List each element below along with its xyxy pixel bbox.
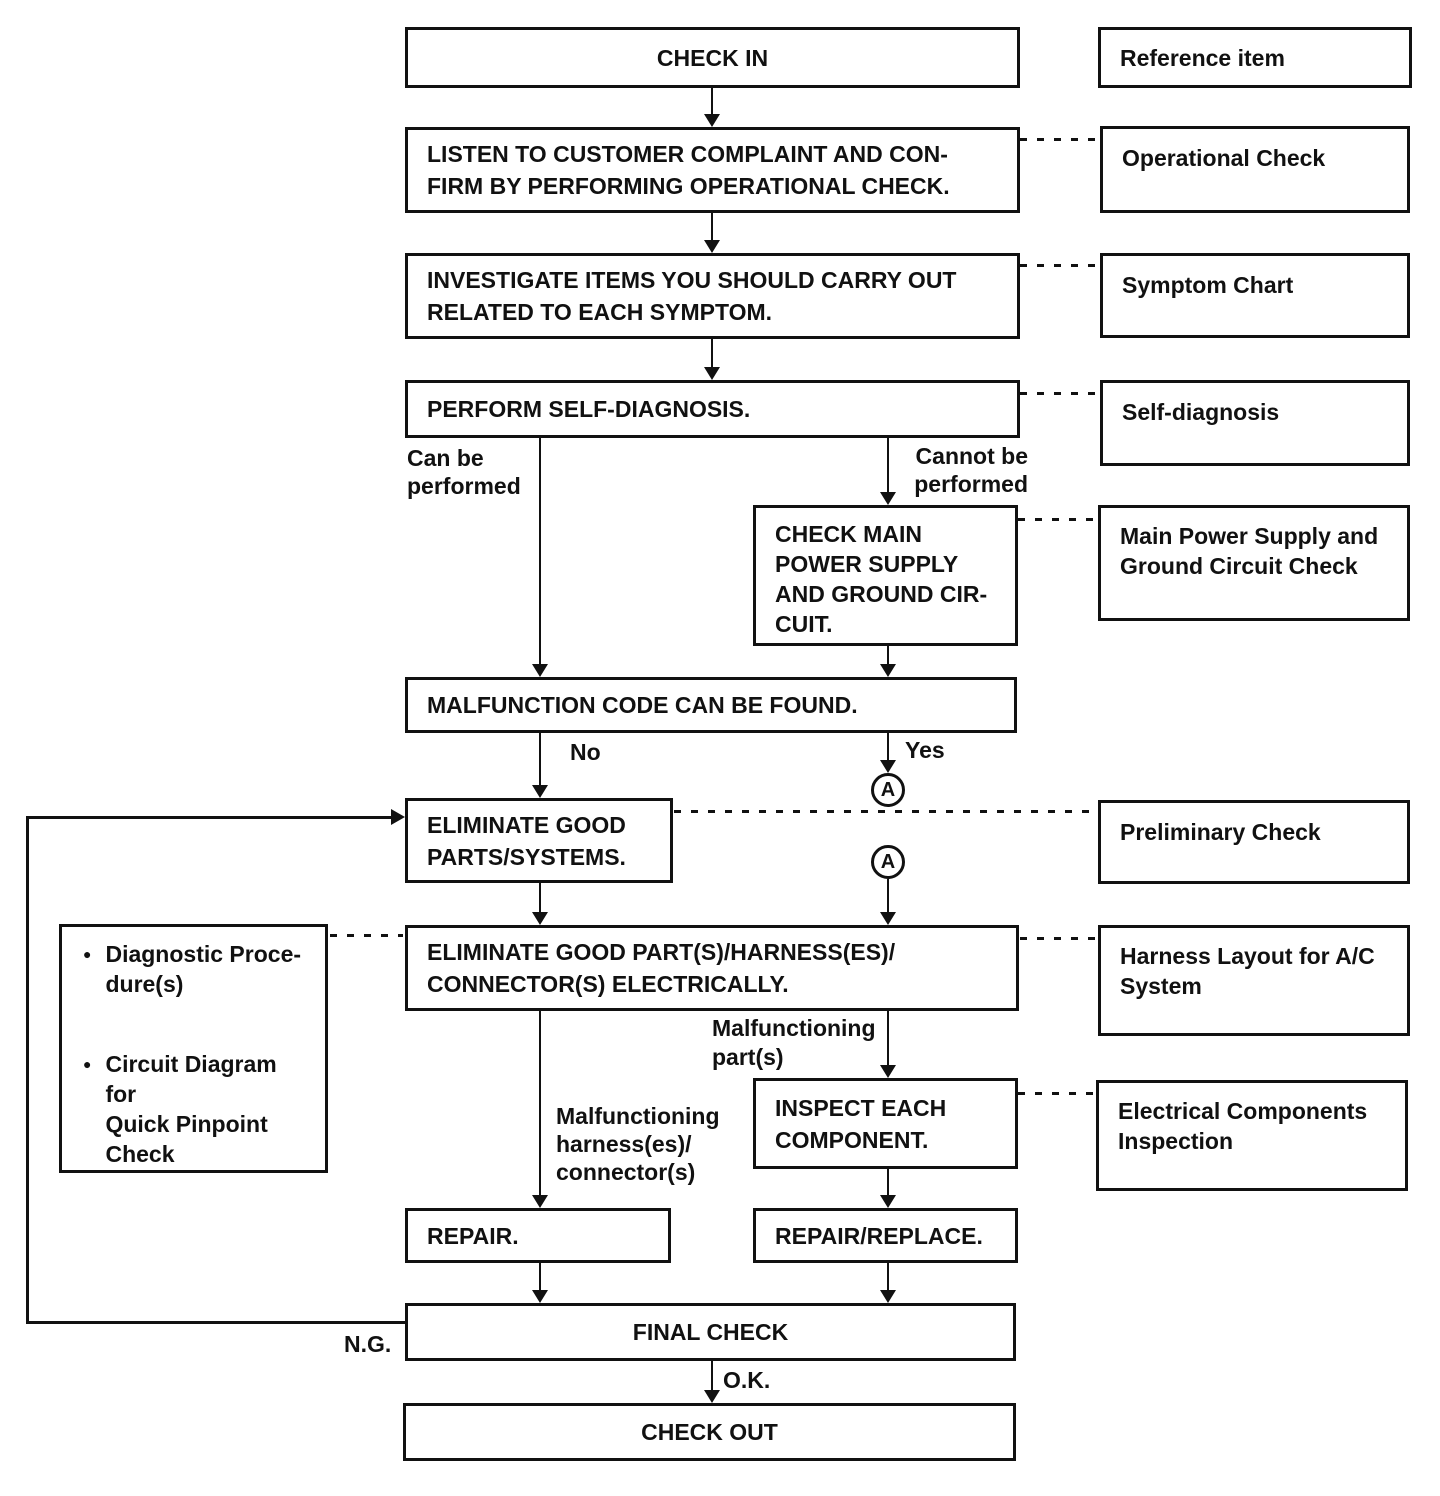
reference-electrical-components bbox=[1096, 1080, 1408, 1191]
arrow-final-check-to-check-out bbox=[711, 1361, 713, 1390]
reference-main-power-line1: Main Power Supply and bbox=[1120, 523, 1379, 549]
reference-self-diagnosis-label: Self-diagnosis bbox=[1122, 399, 1280, 425]
reference-operational-check bbox=[1100, 126, 1410, 213]
dashed-link-harness-layout bbox=[1020, 937, 1098, 940]
loop-ng-vertical bbox=[26, 816, 29, 1324]
node-investigate-line2: RELATED TO EACH SYMPTOM. bbox=[427, 299, 773, 325]
arrow-repair-to-final-check bbox=[539, 1263, 541, 1290]
node-listen-line2: FIRM BY PERFORMING OPERATIONAL CHECK. bbox=[427, 173, 950, 199]
reference-item-header-label: Reference item bbox=[1120, 44, 1285, 71]
edge-label-cannot-line1: Cannot be bbox=[915, 443, 1028, 469]
node-eliminate-electrically-line2: CONNECTOR(S) ELECTRICALLY. bbox=[427, 971, 789, 997]
node-check-main-line3: AND GROUND CIR- bbox=[775, 581, 988, 607]
node-eliminate-parts-line1: ELIMINATE GOOD bbox=[427, 811, 626, 838]
bullet-icon: ● bbox=[83, 946, 92, 962]
reference-harness-layout bbox=[1098, 925, 1410, 1036]
node-perform-self-diagnosis bbox=[405, 380, 1020, 438]
edge-label-malf-parts-line2: part(s) bbox=[712, 1044, 784, 1070]
edge-label-can-be-performed bbox=[407, 444, 521, 500]
reference-self-diagnosis bbox=[1100, 380, 1410, 466]
node-investigate-line1: INVESTIGATE ITEMS YOU SHOULD CARRY OUT bbox=[427, 267, 957, 293]
dashed-link-symptom-chart bbox=[1020, 264, 1098, 267]
arrow-eliminate-electrically-to-repair bbox=[539, 1011, 541, 1195]
reference-electrical-line1: Electrical Components bbox=[1118, 1098, 1368, 1124]
side-note-box bbox=[59, 924, 328, 1173]
arrow-repair-replace-to-final-check bbox=[887, 1263, 889, 1290]
reference-symptom-label: Symptom Chart bbox=[1122, 272, 1294, 298]
arrow-inspect-to-repair-replace bbox=[887, 1169, 889, 1195]
side-note-bullet-1 bbox=[83, 939, 306, 999]
arrow-connector-a-to-eliminate-electrically bbox=[887, 879, 889, 912]
side-note-item-1-text bbox=[105, 939, 301, 999]
node-repair-replace-label: REPAIR/REPLACE. bbox=[775, 1222, 983, 1249]
arrow-investigate-to-perform bbox=[711, 339, 713, 367]
node-listen-line1: LISTEN TO CUSTOMER COMPLAINT AND CON- bbox=[427, 141, 948, 167]
reference-harness-line2: System bbox=[1120, 973, 1202, 999]
edge-label-can-line1: Can be bbox=[407, 445, 484, 471]
edge-label-malfunctioning-harness bbox=[556, 1102, 720, 1186]
node-check-main-line2: POWER SUPPLY bbox=[775, 551, 959, 577]
node-check-out-label: CHECK OUT bbox=[641, 1419, 778, 1445]
node-inspect-line2: COMPONENT. bbox=[775, 1126, 929, 1153]
connector-a-top bbox=[871, 773, 905, 807]
arrow-malfunction-no-to-eliminate-parts bbox=[539, 733, 541, 785]
node-inspect-line1: INSPECT EACH bbox=[775, 1094, 947, 1121]
arrow-listen-to-investigate bbox=[711, 213, 713, 240]
dashed-link-electrical-components bbox=[1018, 1092, 1094, 1095]
connector-a-bottom bbox=[871, 845, 905, 879]
node-check-in bbox=[405, 27, 1020, 88]
dashed-link-preliminary-check bbox=[674, 810, 1096, 813]
arrow-check-main-to-malfunction bbox=[887, 646, 889, 664]
node-check-main-line1: CHECK MAIN bbox=[775, 521, 922, 547]
dashed-link-operational-check bbox=[1020, 138, 1098, 141]
loop-ng-horizontal-bottom bbox=[27, 1321, 405, 1324]
arrow-malfunction-yes-to-connector-a bbox=[887, 733, 889, 760]
reference-item-header bbox=[1098, 27, 1412, 88]
edge-label-can-line2: performed bbox=[407, 473, 521, 499]
reference-main-power-line2: Ground Circuit Check bbox=[1120, 553, 1358, 579]
side-note-item-2-line2: Quick Pinpoint bbox=[105, 1111, 268, 1137]
reference-harness-line1: Harness Layout for A/C bbox=[1120, 943, 1375, 969]
reference-symptom-chart bbox=[1100, 253, 1410, 338]
arrow-eliminate-electrically-to-inspect bbox=[887, 1011, 889, 1065]
arrow-perform-to-malfunction bbox=[539, 438, 541, 664]
node-listen-complaint bbox=[405, 127, 1020, 213]
connector-a-top-label: A bbox=[880, 778, 896, 801]
side-note-item-2-text bbox=[105, 1049, 306, 1169]
node-check-out bbox=[403, 1403, 1016, 1461]
edge-label-ok: O.K. bbox=[723, 1367, 771, 1393]
node-final-check-label: FINAL CHECK bbox=[632, 1319, 789, 1345]
connector-a-bottom-label: A bbox=[880, 850, 896, 873]
edge-label-cannot-be-performed bbox=[880, 442, 1028, 498]
reference-main-power-supply bbox=[1098, 505, 1410, 621]
edge-label-cannot-line2: performed bbox=[914, 471, 1028, 497]
arrow-eliminate-parts-to-eliminate-electrically bbox=[539, 883, 541, 912]
reference-operational-label: Operational Check bbox=[1122, 145, 1326, 171]
node-eliminate-parts-systems bbox=[405, 798, 673, 883]
node-check-main-power bbox=[753, 505, 1018, 646]
edge-label-malf-harness-line3: connector(s) bbox=[556, 1159, 696, 1185]
node-check-in-label: CHECK IN bbox=[656, 44, 769, 71]
arrow-check-in-to-listen bbox=[711, 88, 713, 114]
node-check-main-line4: CUIT. bbox=[775, 611, 833, 637]
node-investigate-items bbox=[405, 253, 1020, 339]
reference-preliminary-check bbox=[1098, 800, 1410, 884]
dashed-link-main-power-supply bbox=[1018, 518, 1098, 521]
edge-label-yes: Yes bbox=[905, 737, 945, 763]
reference-electrical-line2: Inspection bbox=[1118, 1128, 1234, 1154]
node-eliminate-parts-line2: PARTS/SYSTEMS. bbox=[427, 843, 626, 870]
loop-ng-arrowhead bbox=[391, 809, 405, 825]
node-final-check bbox=[405, 1303, 1016, 1361]
reference-preliminary-label: Preliminary Check bbox=[1120, 819, 1321, 845]
node-malfunction-code bbox=[405, 677, 1017, 733]
side-note-item-2-line3: Check bbox=[105, 1141, 175, 1167]
edge-label-malf-harness-line1: Malfunctioning bbox=[556, 1103, 720, 1129]
loop-ng-horizontal-top bbox=[27, 816, 391, 819]
edge-label-ng: N.G. bbox=[344, 1331, 392, 1357]
node-repair-replace bbox=[753, 1208, 1018, 1263]
side-note-item-1-line1: Diagnostic Proce- bbox=[105, 941, 302, 967]
node-repair bbox=[405, 1208, 671, 1263]
edge-label-malfunctioning-parts bbox=[712, 1014, 876, 1072]
bullet-icon: ● bbox=[83, 1056, 92, 1072]
edge-label-malf-parts-line1: Malfunctioning bbox=[712, 1015, 876, 1041]
dashed-link-side-note bbox=[330, 934, 403, 937]
node-repair-label: REPAIR. bbox=[427, 1222, 519, 1249]
side-note-item-2-line1: Circuit Diagram for bbox=[105, 1051, 277, 1107]
node-malfunction-label: MALFUNCTION CODE CAN BE FOUND. bbox=[427, 692, 858, 718]
edge-label-no: No bbox=[570, 739, 601, 765]
node-eliminate-electrically bbox=[405, 925, 1019, 1011]
edge-label-malf-harness-line2: harness(es)/ bbox=[556, 1131, 692, 1157]
dashed-link-self-diagnosis bbox=[1020, 392, 1098, 395]
node-eliminate-electrically-line1: ELIMINATE GOOD PART(S)/HARNESS(ES)/ bbox=[427, 939, 896, 965]
node-inspect-each-component bbox=[753, 1078, 1018, 1169]
side-note-bullet-2 bbox=[83, 1049, 306, 1169]
node-perform-label: PERFORM SELF-DIAGNOSIS. bbox=[427, 396, 751, 422]
side-note-item-1-line2: dure(s) bbox=[105, 971, 184, 997]
